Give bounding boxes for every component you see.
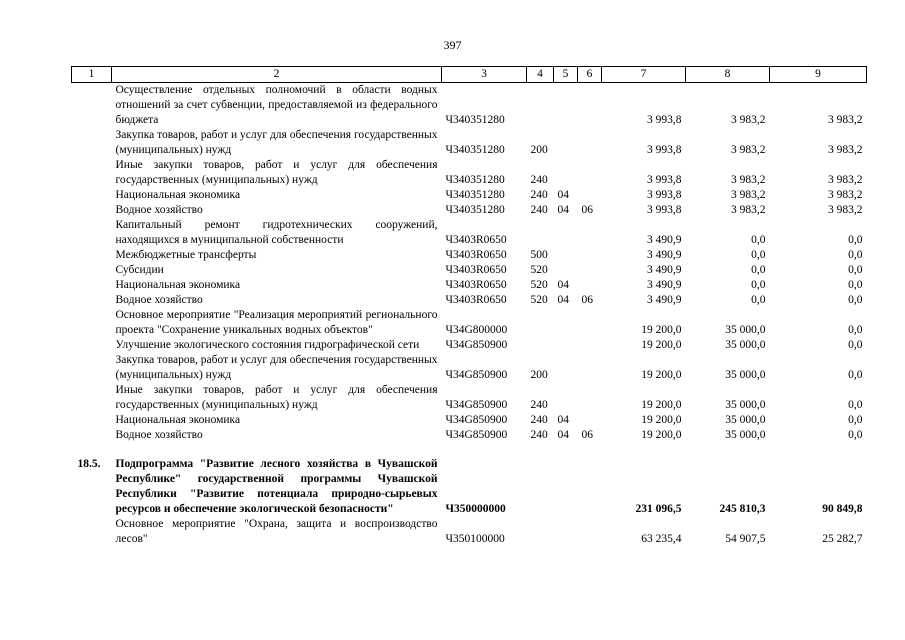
row-name: Основное мероприятие "Охрана, защита и воспроизводство лесов" bbox=[115, 518, 438, 545]
header-cell: 3 bbox=[442, 67, 527, 83]
row-number bbox=[72, 383, 112, 413]
table-row bbox=[72, 188, 867, 203]
row-name: Национальная экономика bbox=[115, 279, 241, 291]
row-name: Водное хозяйство bbox=[115, 204, 203, 216]
header-cell: 8 bbox=[686, 67, 770, 83]
row-value-2019: 19 200,0 bbox=[641, 339, 682, 351]
row-number bbox=[72, 248, 112, 263]
row-value-2019: 19 200,0 bbox=[641, 369, 682, 381]
table-row bbox=[72, 83, 867, 129]
row-number bbox=[72, 293, 112, 308]
row-pr bbox=[578, 83, 602, 129]
row-name: Закупка товаров, работ и услуг для обеспечения государственных (муниципальных) нужд bbox=[115, 354, 438, 381]
row-value-2021: 3 983,2 bbox=[828, 204, 863, 216]
header-cell: 4 bbox=[527, 67, 554, 83]
row-value-2020: 0,0 bbox=[751, 234, 766, 246]
row-value-2021: 0,0 bbox=[848, 399, 863, 411]
row-vr: 200 bbox=[530, 369, 548, 381]
table-row bbox=[72, 278, 867, 293]
row-vr: 240 bbox=[530, 399, 548, 411]
table-row bbox=[72, 218, 867, 248]
row-rz: 04 bbox=[557, 204, 569, 216]
row-name: Осуществление отдельных полномочий в области водных отношений за счет субвенции, предоставляемой из федерального бюджета bbox=[115, 84, 438, 126]
table-row bbox=[72, 428, 867, 443]
row-value-2021: 0,0 bbox=[848, 339, 863, 351]
row-value-2020: 35 000,0 bbox=[725, 324, 766, 336]
row-value-2020: 0,0 bbox=[751, 249, 766, 261]
row-rz bbox=[554, 218, 578, 248]
table-row bbox=[72, 308, 867, 338]
row-value-2019: 3 490,9 bbox=[647, 234, 682, 246]
row-code: Ч350000000 bbox=[445, 503, 506, 515]
row-name: Основное мероприятие "Реализация мероприятий регионального проекта "Сохранение уникальных водных объектов" bbox=[115, 309, 438, 336]
row-value-2019: 63 235,4 bbox=[641, 533, 682, 545]
table-row bbox=[72, 338, 867, 353]
row-vr: 520 bbox=[530, 264, 548, 276]
header-cell: 2 bbox=[112, 67, 442, 83]
row-name: Подпрограмма "Развитие лесного хозяйства в Чувашской Республике" государственной программы Чувашской Республики "Развитие потенциала природно-сырьевых ресурсов и обеспечение экологической безопасности" bbox=[115, 458, 438, 515]
row-rz: 04 bbox=[557, 279, 569, 291]
spacer-row bbox=[72, 443, 867, 457]
row-code: Ч3403R0650 bbox=[445, 294, 507, 306]
row-name: Субсидии bbox=[115, 264, 164, 276]
row-value-2021: 90 849,8 bbox=[822, 503, 863, 515]
row-value-2019: 3 993,8 bbox=[647, 144, 682, 156]
row-rz bbox=[554, 457, 578, 517]
row-value-2021: 0,0 bbox=[848, 279, 863, 291]
row-code: Ч3403R0650 bbox=[445, 264, 507, 276]
row-number bbox=[72, 517, 112, 547]
row-number bbox=[72, 413, 112, 428]
row-rz bbox=[554, 263, 578, 278]
row-value-2019: 3 993,8 bbox=[647, 204, 682, 216]
row-value-2019: 3 993,8 bbox=[647, 174, 682, 186]
row-value-2021: 3 983,2 bbox=[828, 189, 863, 201]
table-row bbox=[72, 248, 867, 263]
row-pr bbox=[578, 413, 602, 428]
row-value-2019: 3 490,9 bbox=[647, 249, 682, 261]
row-rz: 04 bbox=[557, 414, 569, 426]
row-vr: 240 bbox=[530, 174, 548, 186]
row-vr: 240 bbox=[530, 204, 548, 216]
row-pr bbox=[578, 338, 602, 353]
row-pr bbox=[578, 263, 602, 278]
row-number bbox=[72, 308, 112, 338]
row-code: Ч340351280 bbox=[445, 174, 505, 186]
row-name: Улучшение экологического состояния гидрографической сети bbox=[115, 339, 420, 351]
row-vr: 520 bbox=[530, 279, 548, 291]
row-vr: 240 bbox=[530, 429, 548, 441]
row-value-2021: 0,0 bbox=[848, 324, 863, 336]
row-rz bbox=[554, 83, 578, 129]
row-pr bbox=[578, 128, 602, 158]
row-value-2021: 3 983,2 bbox=[828, 174, 863, 186]
row-value-2021: 0,0 bbox=[848, 249, 863, 261]
row-code: Ч34G850900 bbox=[445, 414, 508, 426]
row-value-2020: 0,0 bbox=[751, 279, 766, 291]
row-pr bbox=[578, 353, 602, 383]
row-code: Ч340351280 bbox=[445, 204, 505, 216]
row-value-2020: 3 983,2 bbox=[731, 114, 766, 126]
row-value-2020: 245 810,3 bbox=[719, 503, 766, 515]
row-vr bbox=[527, 517, 554, 547]
row-vr: 240 bbox=[530, 414, 548, 426]
table-row bbox=[72, 457, 867, 517]
row-value-2019: 19 200,0 bbox=[641, 414, 682, 426]
row-value-2021: 0,0 bbox=[848, 234, 863, 246]
row-rz: 04 bbox=[557, 429, 569, 441]
header-cell: 9 bbox=[770, 67, 867, 83]
row-value-2020: 35 000,0 bbox=[725, 339, 766, 351]
row-code: Ч350100000 bbox=[445, 533, 505, 545]
table-row bbox=[72, 293, 867, 308]
row-value-2019: 19 200,0 bbox=[641, 429, 682, 441]
row-value-2019: 3 490,9 bbox=[647, 264, 682, 276]
row-code: Ч3403R0650 bbox=[445, 234, 507, 246]
row-value-2020: 3 983,2 bbox=[731, 174, 766, 186]
row-pr bbox=[578, 517, 602, 547]
row-pr bbox=[578, 278, 602, 293]
header-cell: 5 bbox=[554, 67, 578, 83]
row-name: Национальная экономика bbox=[115, 414, 241, 426]
row-value-2020: 0,0 bbox=[751, 264, 766, 276]
row-pr bbox=[578, 188, 602, 203]
row-value-2021: 0,0 bbox=[848, 429, 863, 441]
row-number bbox=[72, 218, 112, 248]
row-code: Ч3403R0650 bbox=[445, 249, 507, 261]
row-pr bbox=[578, 383, 602, 413]
header-cell: 1 bbox=[72, 67, 112, 83]
row-vr bbox=[527, 308, 554, 338]
table-row bbox=[72, 128, 867, 158]
row-code: Ч34G850900 bbox=[445, 369, 508, 381]
row-vr: 500 bbox=[530, 249, 548, 261]
row-name: Водное хозяйство bbox=[115, 294, 203, 306]
row-value-2020: 35 000,0 bbox=[725, 414, 766, 426]
row-number bbox=[72, 203, 112, 218]
row-value-2019: 19 200,0 bbox=[641, 324, 682, 336]
row-number bbox=[72, 188, 112, 203]
table-row bbox=[72, 203, 867, 218]
row-code: Ч34G850900 bbox=[445, 339, 508, 351]
row-value-2020: 35 000,0 bbox=[725, 399, 766, 411]
row-name: Водное хозяйство bbox=[115, 429, 203, 441]
row-pr bbox=[578, 158, 602, 188]
table-row bbox=[72, 158, 867, 188]
spacer-cell bbox=[72, 443, 867, 457]
row-value-2019: 3 490,9 bbox=[647, 279, 682, 291]
table-row bbox=[72, 383, 867, 413]
header-cell: 6 bbox=[578, 67, 602, 83]
row-rz bbox=[554, 338, 578, 353]
row-name: Межбюджетные трансферты bbox=[115, 249, 257, 261]
row-number bbox=[72, 278, 112, 293]
row-rz: 04 bbox=[557, 294, 569, 306]
budget-table bbox=[71, 66, 867, 547]
row-rz bbox=[554, 128, 578, 158]
row-name: Иные закупки товаров, работ и услуг для обеспечения государственных (муниципальных) нужд bbox=[115, 159, 438, 186]
row-value-2019: 19 200,0 bbox=[641, 399, 682, 411]
row-rz bbox=[554, 383, 578, 413]
row-rz bbox=[554, 517, 578, 547]
row-value-2019: 231 096,5 bbox=[635, 503, 682, 515]
row-pr bbox=[578, 308, 602, 338]
row-name: Национальная экономика bbox=[115, 189, 241, 201]
row-vr: 520 bbox=[530, 294, 548, 306]
row-vr bbox=[527, 83, 554, 129]
row-code: Ч34G850900 bbox=[445, 429, 508, 441]
row-code: Ч3403R0650 bbox=[445, 279, 507, 291]
row-value-2020: 54 907,5 bbox=[725, 533, 766, 545]
row-number bbox=[72, 428, 112, 443]
row-value-2019: 3 993,8 bbox=[647, 189, 682, 201]
row-rz: 04 bbox=[557, 189, 569, 201]
row-code: Ч34G850900 bbox=[445, 399, 508, 411]
row-code: Ч340351280 bbox=[445, 144, 505, 156]
row-vr: 200 bbox=[530, 144, 548, 156]
row-rz bbox=[554, 158, 578, 188]
row-value-2020: 3 983,2 bbox=[731, 189, 766, 201]
row-value-2021: 3 983,2 bbox=[828, 144, 863, 156]
row-pr bbox=[578, 248, 602, 263]
row-number bbox=[72, 353, 112, 383]
row-value-2020: 35 000,0 bbox=[725, 369, 766, 381]
table-row bbox=[72, 517, 867, 547]
row-value-2021: 0,0 bbox=[848, 264, 863, 276]
row-vr bbox=[527, 218, 554, 248]
row-value-2021: 0,0 bbox=[848, 414, 863, 426]
row-value-2020: 3 983,2 bbox=[731, 204, 766, 216]
table-row bbox=[72, 263, 867, 278]
row-vr: 240 bbox=[530, 189, 548, 201]
row-value-2021: 0,0 bbox=[848, 369, 863, 381]
row-value-2019: 3 490,9 bbox=[647, 294, 682, 306]
row-pr bbox=[578, 218, 602, 248]
header-cell: 7 bbox=[602, 67, 686, 83]
row-value-2021: 3 983,2 bbox=[828, 114, 863, 126]
row-code: Ч340351280 bbox=[445, 114, 505, 126]
table-row bbox=[72, 413, 867, 428]
row-code: Ч340351280 bbox=[445, 189, 505, 201]
row-code: Ч34G800000 bbox=[445, 324, 508, 336]
row-rz bbox=[554, 308, 578, 338]
row-value-2020: 35 000,0 bbox=[725, 429, 766, 441]
row-vr bbox=[527, 457, 554, 517]
column-header-row bbox=[72, 67, 867, 83]
row-number bbox=[72, 158, 112, 188]
row-rz bbox=[554, 353, 578, 383]
row-number bbox=[72, 83, 112, 129]
table-row bbox=[72, 353, 867, 383]
row-name: Капитальный ремонт гидротехнических сооружений, находящихся в муниципальной собственности bbox=[115, 219, 438, 246]
row-pr: 06 bbox=[581, 429, 593, 441]
row-value-2021: 25 282,7 bbox=[822, 533, 863, 545]
row-value-2021: 0,0 bbox=[848, 294, 863, 306]
row-pr bbox=[578, 457, 602, 517]
row-number bbox=[72, 338, 112, 353]
page-number: 397 bbox=[443, 38, 462, 52]
row-rz bbox=[554, 248, 578, 263]
row-pr: 06 bbox=[581, 294, 593, 306]
row-name: Закупка товаров, работ и услуг для обеспечения государственных (муниципальных) нужд bbox=[115, 129, 438, 156]
row-number bbox=[72, 263, 112, 278]
row-number: 18.5. bbox=[77, 458, 101, 470]
row-value-2020: 3 983,2 bbox=[731, 144, 766, 156]
row-vr bbox=[527, 338, 554, 353]
row-name: Иные закупки товаров, работ и услуг для обеспечения государственных (муниципальных) нужд bbox=[115, 384, 438, 411]
row-value-2020: 0,0 bbox=[751, 294, 766, 306]
row-pr: 06 bbox=[581, 204, 593, 216]
row-number bbox=[72, 128, 112, 158]
row-value-2019: 3 993,8 bbox=[647, 114, 682, 126]
